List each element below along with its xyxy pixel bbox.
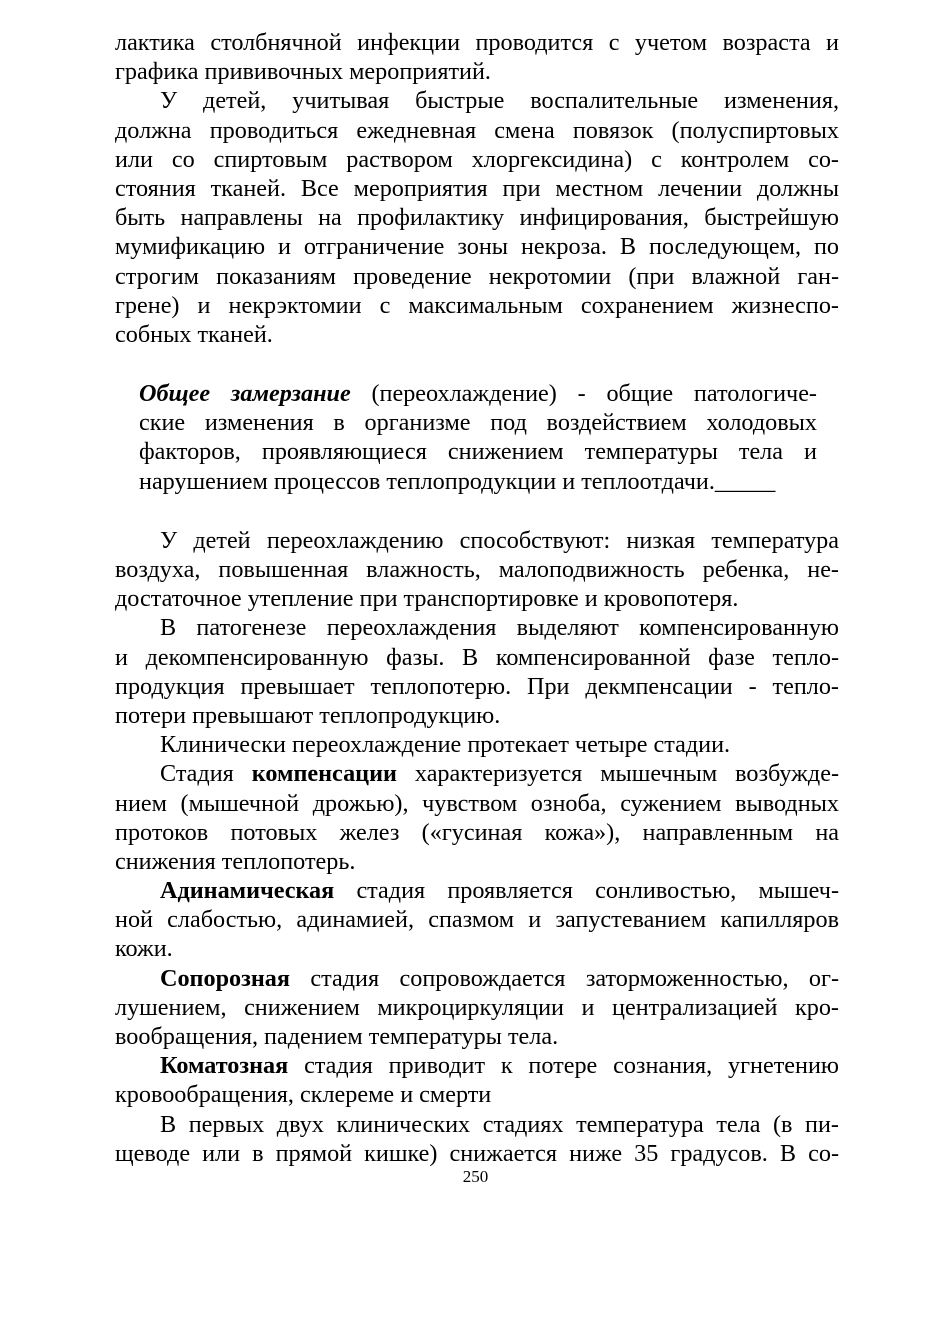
text-line: стояния тканей. Все мероприятия при местном лечении должны bbox=[115, 174, 839, 202]
text-line: грене) и некрэктомии с максимальным сохранением жизнеспо- bbox=[115, 291, 839, 319]
text-line: щеводе или в прямой кишке) снижается ниже 35 градусов. В со- bbox=[115, 1139, 839, 1167]
text-line: достаточное утепление при транспортировке и кровопотеря. bbox=[115, 585, 739, 613]
text-line: строгим показаниям проведение некротомии (при влажной ган- bbox=[115, 262, 839, 290]
text-line: или со спиртовым раствором хлоргексидина) с контролем со- bbox=[115, 145, 839, 173]
text-line: У детей переохлаждению способствуют: низкая температура bbox=[160, 526, 839, 554]
page-body bbox=[115, 28, 839, 1168]
text-run: стадия приводит к потере сознания, угнетению bbox=[288, 1052, 839, 1080]
text-line: продукция превышает теплопотерю. При декмпенсации - тепло- bbox=[115, 672, 839, 700]
text-line: лактика столбнячной инфекции проводится с учетом возраста и bbox=[115, 29, 839, 56]
text-line: должна проводиться ежедневная смена повязок (полуспиртовых bbox=[115, 116, 839, 144]
text-line: и декомпенсированную фазы. В компенсированной фазе тепло- bbox=[115, 643, 839, 671]
text-line bbox=[115, 964, 839, 993]
text-line: нием (мышечной дрожью), чувством озноба, сужением выводных bbox=[115, 789, 839, 817]
bold-term: Коматозная bbox=[160, 1052, 289, 1080]
text-run: характеризуется мышечным возбужде- bbox=[397, 760, 839, 788]
text-line: ной слабостью, адинамией, спазмом и запустеванием капилляров bbox=[115, 906, 839, 934]
text-line: графика прививочных мероприятий. bbox=[115, 58, 491, 86]
text-line: кровообращения, склереме и смерти bbox=[115, 1081, 492, 1109]
definition-term: Общее замерзание bbox=[139, 380, 351, 408]
bold-term: компенсации bbox=[251, 760, 397, 788]
bold-term: Сопорозная bbox=[160, 964, 290, 992]
page-number: 250 bbox=[462, 1167, 489, 1186]
definition-text: (переохлаждение) - общие патологиче- bbox=[350, 380, 817, 408]
text-line: мумификацию и отграничение зоны некроза. В последующем, по bbox=[115, 233, 839, 261]
text-line bbox=[115, 759, 839, 788]
definition-block bbox=[139, 379, 817, 496]
text-line bbox=[115, 876, 839, 905]
text-line: снижения теплопотерь. bbox=[115, 847, 356, 875]
text-run: стадия сопровождается заторможенностью, ог- bbox=[289, 964, 839, 992]
text-line: потери превышают теплопродукцию. bbox=[115, 701, 501, 729]
text-line: У детей, учитывая быстрые воспалительные изменения, bbox=[160, 87, 839, 115]
text-line: быть направлены на профилактику инфицирования, быстрейшую bbox=[115, 204, 839, 232]
text-line: В первых двух клинических стадиях температура тела (в пи- bbox=[160, 1110, 839, 1138]
definition-line: ские изменения в организме под воздействием холодовых bbox=[139, 409, 817, 437]
text-line: вообращения, падением температуры тела. bbox=[115, 1023, 559, 1050]
text-line: собных тканей. bbox=[115, 320, 273, 348]
text-line: протоков потовых желез («гусиная кожа»), направленным на bbox=[115, 818, 839, 846]
text-run: стадия проявляется сонливостью, мышеч- bbox=[334, 877, 839, 905]
definition-line: нарушением процессов теплопродукции и теплоотдачи._____ bbox=[139, 467, 776, 495]
definition-line bbox=[139, 379, 817, 408]
text-line: кожи. bbox=[115, 935, 173, 963]
definition-line: факторов, проявляющиеся снижением температуры тела и bbox=[139, 438, 817, 466]
text-run: Стадия bbox=[160, 760, 252, 788]
text-line bbox=[115, 1051, 839, 1080]
bold-term: Адинамическая bbox=[160, 877, 335, 905]
text-line: Клинически переохлаждение протекает четыре стадии. bbox=[160, 731, 731, 759]
text-line: В патогенезе переохлаждения выделяют компенсированную bbox=[160, 614, 839, 642]
text-line: воздуха, повышенная влажность, малоподвижность ребенка, не- bbox=[115, 556, 839, 583]
text-line: лушением, снижением микроциркуляции и централизацией кро- bbox=[115, 993, 839, 1021]
